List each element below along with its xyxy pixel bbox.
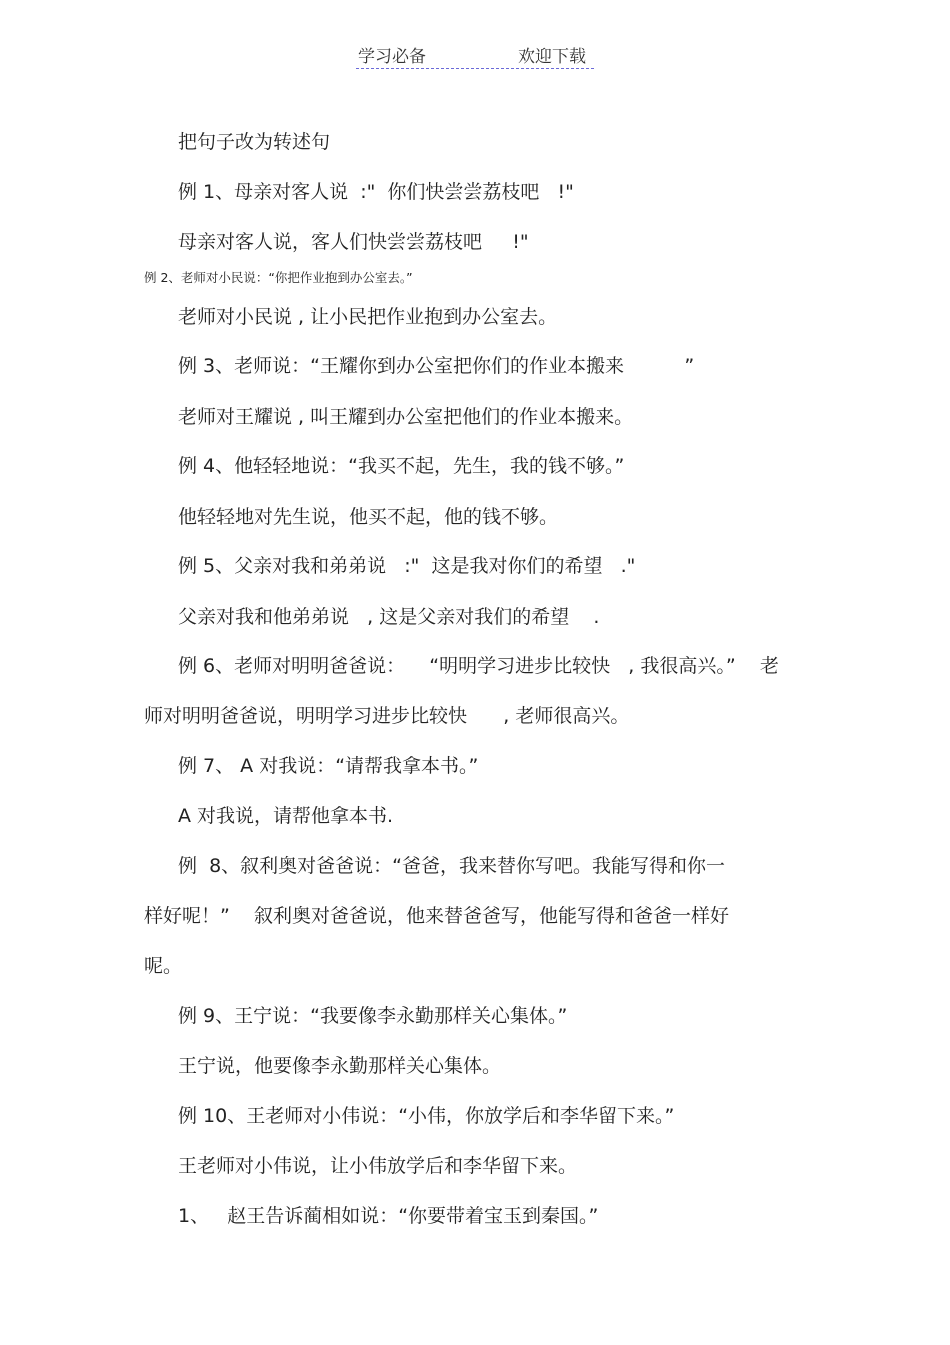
- example-1-original: 例 1、母亲对客人说 :" 你们快尝尝荔枝吧 !": [178, 181, 574, 203]
- header-right-text: 欢迎下载: [518, 47, 586, 67]
- example-3-original: 例 3、老师说：“王耀你到办公室把你们的作业本搬来 ”: [178, 355, 695, 377]
- example-7-original: 例 7、 A 对我说：“请帮我拿本书。”: [178, 755, 479, 777]
- example-8-original: 例 8、叙利奥对爸爸说：“爸爸，我来替你写吧。我能写得和你一: [178, 855, 726, 877]
- example-8-continued: 样好呢！” 叙利奥对爸爸说，他来替爸爸写，他能写得和爸爸一样好: [144, 905, 730, 927]
- example-5-original: 例 5、父亲对我和弟弟说 :" 这是我对你们的希望 .": [178, 555, 636, 577]
- example-2-original: 例 2、老师对小民说：“你把作业抱到办公室去。”: [144, 270, 413, 285]
- example-10-original: 例 10、王老师对小伟说：“小伟，你放学后和李华留下来。”: [178, 1105, 675, 1127]
- example-6-converted: 师对明明爸爸说，明明学习进步比较快 , 老师很高兴。: [144, 705, 630, 727]
- example-8-end: 呢。: [144, 955, 183, 977]
- page-header: [356, 40, 594, 69]
- example-4-original: 例 4、他轻轻地说：“我买不起，先生，我的钱不够。”: [178, 455, 625, 477]
- example-1-converted: 母亲对客人说，客人们快尝尝荔枝吧 !": [178, 231, 529, 253]
- header-left-text: 学习必备: [358, 47, 426, 67]
- example-3-converted: 老师对王耀说 , 叫王耀到办公室把他们的作业本搬来。: [178, 406, 634, 428]
- exercise-1: 1、 赵王告诉蔺相如说：“你要带着宝玉到秦国。”: [178, 1205, 599, 1227]
- example-9-original: 例 9、王宁说：“我要像李永勤那样关心集体。”: [178, 1005, 568, 1027]
- example-5-converted: 父亲对我和他弟弟说 , 这是父亲对我们的希望 .: [178, 606, 600, 628]
- example-6-original: 例 6、老师对明明爸爸说： “明明学习进步比较快 , 我很高兴。” 老: [178, 655, 779, 677]
- example-2-converted: 老师对小民说 , 让小民把作业抱到办公室去。: [178, 306, 558, 328]
- example-10-converted: 王老师对小伟说，让小伟放学后和李华留下来。: [178, 1155, 578, 1177]
- example-9-converted: 王宁说，他要像李永勤那样关心集体。: [178, 1055, 502, 1077]
- example-7-converted: A 对我说，请帮他拿本书.: [178, 805, 394, 827]
- section-title: 把句子改为转述句: [178, 131, 331, 153]
- example-4-converted: 他轻轻地对先生说，他买不起，他的钱不够。: [178, 506, 559, 528]
